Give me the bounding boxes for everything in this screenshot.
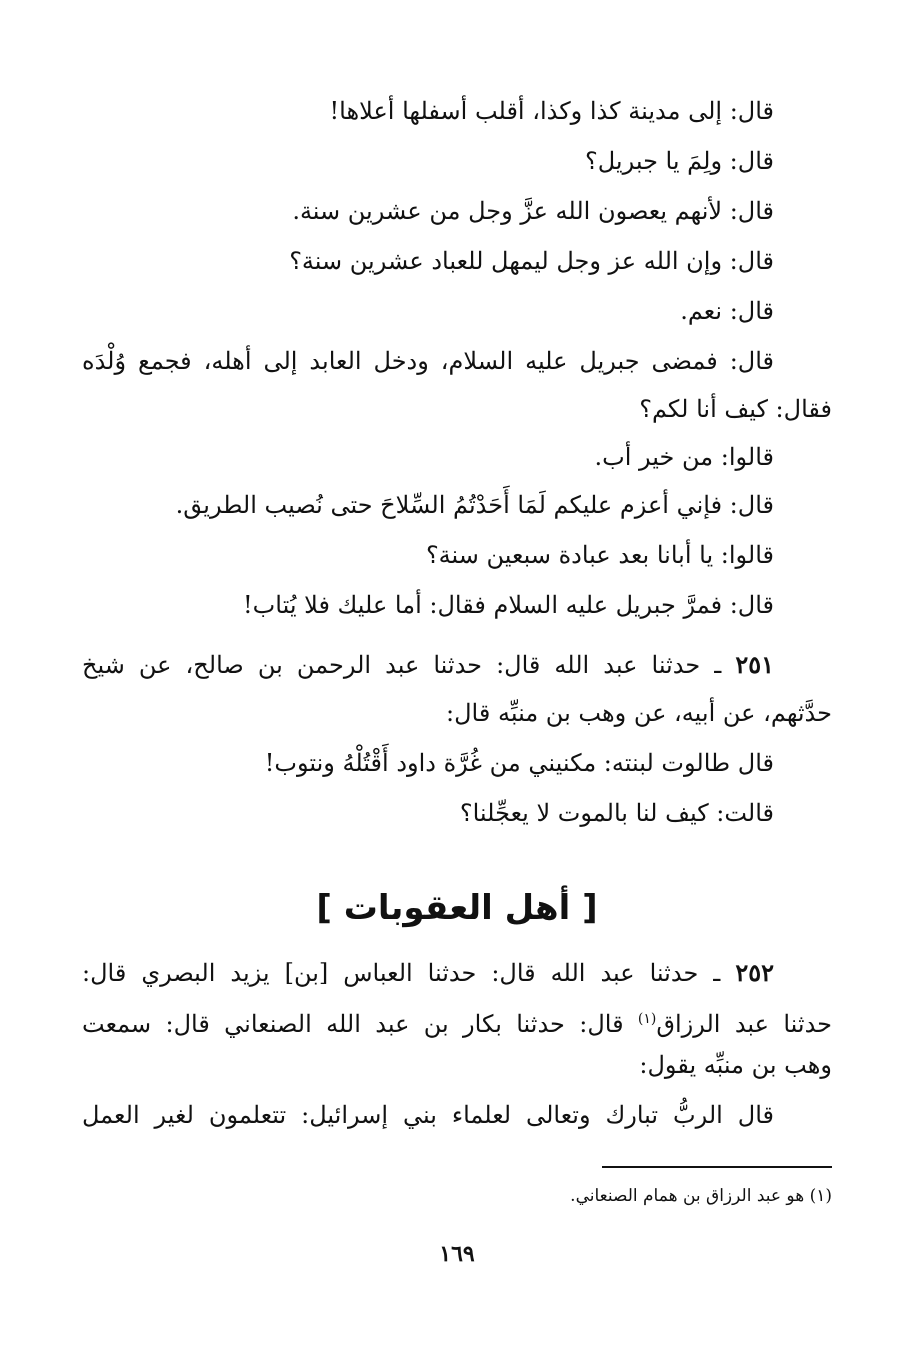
hadith-252-line-4: قال الربُّ تبارك وتعالى لعلماء بني إسرائيل: تتعلمون لغير العمل xyxy=(82,1101,774,1129)
hadith-text: حدثنا عبد الرزاق xyxy=(656,1010,833,1038)
hadith-251-line-2: حدَّثهم، عن أبيه، عن وهب بن منبِّه قال: xyxy=(446,699,832,727)
text-line: قالوا: من خير أب. xyxy=(594,443,774,471)
hadith-text: ـ حدثنا عبد الله قال: حدثنا عبد الرحمن بن صالح، عن شيخ xyxy=(82,651,736,679)
footnote: (١) هو عبد الرزاق بن همام الصنعاني. xyxy=(570,1186,832,1206)
hadith-251-line-4: قالت: كيف لنا بالموت لا يعجِّلنا؟ xyxy=(459,799,774,827)
hadith-text: قال: حدثنا بكار بن عبد الله الصنعاني قال: سمعت xyxy=(82,1010,638,1038)
hadith-252-line-2 xyxy=(82,1004,832,1039)
footnote-divider xyxy=(602,1166,832,1168)
page-number: ١٦٩ xyxy=(439,1241,475,1267)
hadith-text: ـ حدثنا عبد الله قال: حدثنا العباس [بن] يزيد البصري قال: xyxy=(82,959,736,987)
section-heading: [ أهل العقوبات ] xyxy=(316,888,598,928)
text-line: قال: لأنهم يعصون الله عزَّ وجل من عشرين سنة. xyxy=(292,197,774,225)
text-line: قالوا: يا أبانا بعد عبادة سبعين سنة؟ xyxy=(425,541,774,569)
text-line: فقال: كيف أنا لكم؟ xyxy=(639,395,832,423)
text-line: قال: إلى مدينة كذا وكذا، أقلب أسفلها أعلاها! xyxy=(329,97,774,125)
hadith-number: ٢٥١ xyxy=(735,650,774,679)
footnote-marker: (١) xyxy=(637,1011,657,1027)
hadith-251-line-1 xyxy=(82,650,774,680)
hadith-252-line-3: وهب بن منبِّه يقول: xyxy=(639,1051,832,1079)
hadith-251-line-3: قال طالوت لبنته: مكنيني من غُرَّة داود أَقْتُلْهُ ونتوب! xyxy=(264,749,774,777)
text-line: قال: ولِمَ يا جبريل؟ xyxy=(585,147,774,175)
text-line: قال: فإني أعزم عليكم لَمَا أَحَدْتُمُ السِّلاحَ حتى نُصيب الطريق. xyxy=(175,491,774,519)
text-line: قال: وإن الله عز وجل ليمهل للعباد عشرين سنة؟ xyxy=(289,247,774,275)
text-line: قال: فمضى جبريل عليه السلام، ودخل العابد إلى أهله، فجمع وُلْدَه xyxy=(82,347,774,375)
text-line: قال: نعم. xyxy=(680,297,774,325)
hadith-number: ٢٥٢ xyxy=(735,958,774,987)
hadith-252-line-1 xyxy=(82,958,774,988)
text-line: قال: فمرَّ جبريل عليه السلام فقال: أما عليك فلا يُتاب! xyxy=(243,591,774,619)
